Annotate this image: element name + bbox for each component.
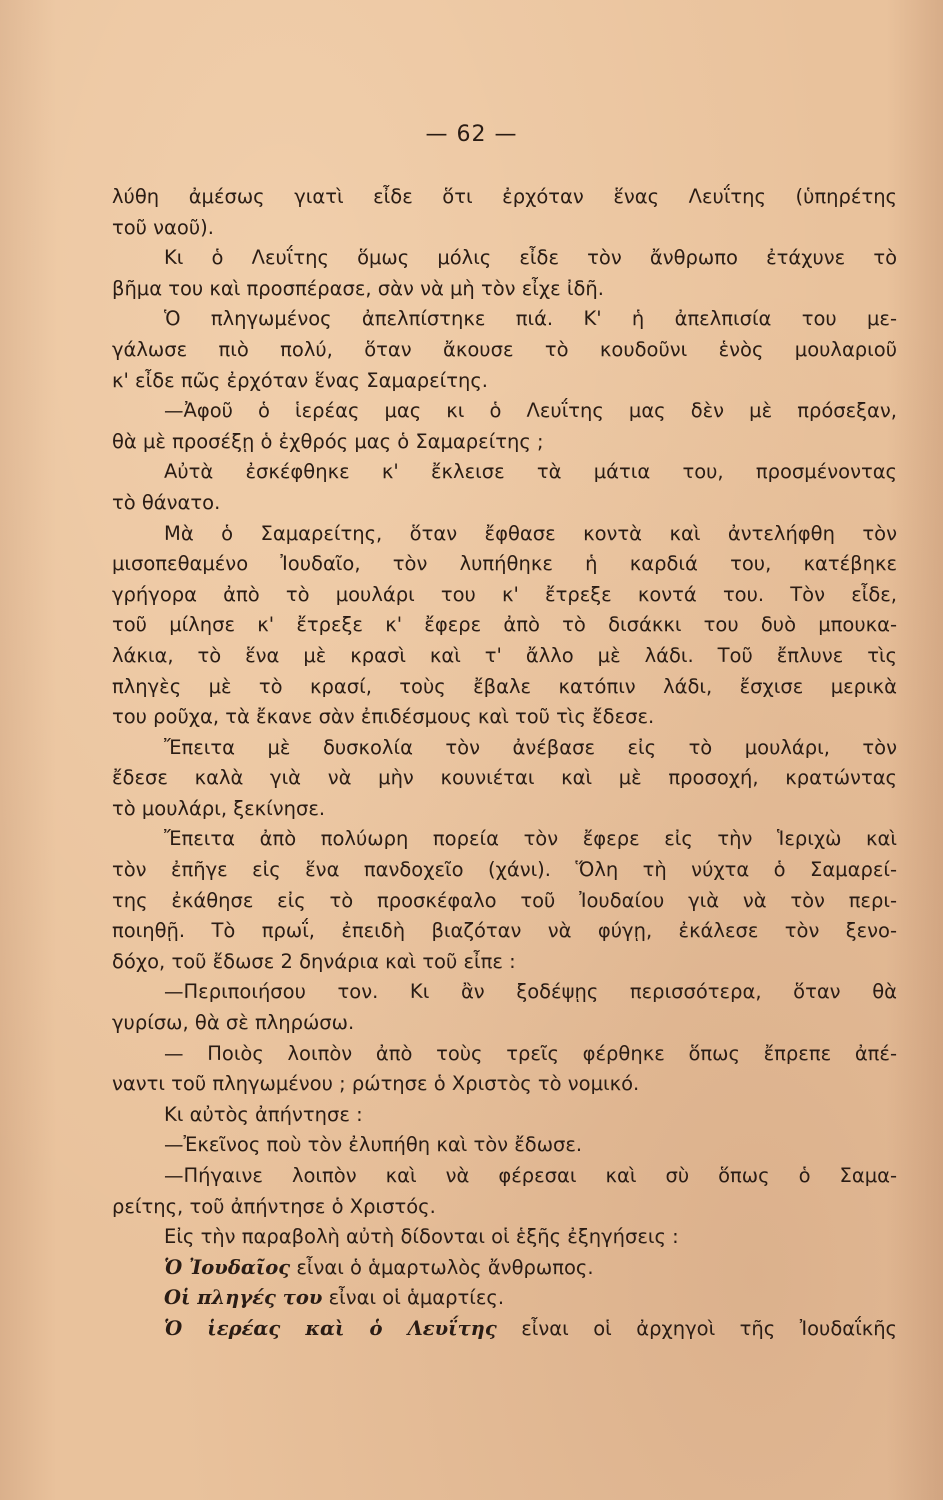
text-line: —Περιποιήσου τον. Κι ἂν ξοδέψῃς περισσότερα, ὅταν θὰ <box>164 980 897 1004</box>
text-line: κ' εἶδε πῶς ἐρχόταν ἕνας Σαμαρείτης. <box>112 368 488 392</box>
text-line: Ἔπειτα ἀπὸ πολύωρη πορεία τὸν ἔφερε εἰς τὴν Ἱεριχὼ καὶ <box>164 827 897 851</box>
text-line: Μὰ ὁ Σαμαρείτης, ὅταν ἔφθασε κοντὰ καὶ ἀντελήφθη τὸν <box>164 521 897 545</box>
text-line: μισοπεθαμένο Ἰουδαῖο, τὸν λυπήθηκε ἡ καρδιά του, κατέβηκε <box>112 552 897 576</box>
text-line: γάλωσε πιὸ πολύ, ὅταν ἄκουσε τὸ κουδοῦνι ἑνὸς μουλαριοῦ <box>112 337 897 361</box>
text-line: ναντι τοῦ πληγωμένου ; ρώτησε ὁ Χριστὸς τὸ νομικό. <box>112 1072 640 1096</box>
text-line: τοῦ ναοῦ). <box>112 215 214 239</box>
text-line: Αὐτὰ ἐσκέφθηκε κ' ἔκλεισε τὰ μάτια του, προσμένοντας <box>164 460 897 484</box>
text-line: πληγὲς μὲ τὸ κρασί, τοὺς ἔβαλε κατόπιν λάδι, ἔσχισε μερικὰ <box>112 674 897 698</box>
explanation-line <box>112 1314 897 1345</box>
explanation-line <box>112 1253 897 1284</box>
explanation-line <box>112 1283 897 1314</box>
text-line: —Ἀφοῦ ὁ ἱερέας μας κι ὁ Λευΐτης μας δὲν μὲ πρόσεξαν, <box>164 399 897 423</box>
text-line: Κι αὐτὸς ἀπήντησε : <box>164 1102 363 1126</box>
text-line: ποιηθῇ. Τὸ πρωΐ, ἐπειδὴ βιαζόταν νὰ φύγῃ, ἐκάλεσε τὸν ξενο- <box>112 919 897 943</box>
text-line: —Ἐκεῖνος ποὺ τὸν ἐλυπήθη καὶ τὸν ἔδωσε. <box>164 1133 583 1157</box>
text-line: ρείτης, τοῦ ἀπήντησε ὁ Χριστός. <box>112 1194 436 1218</box>
explanation-text: εἶναι οἱ ἀρχηγοὶ τῆς Ἰουδαΐκῆς <box>496 1316 897 1340</box>
text-line: τὸ θάνατο. <box>112 490 221 514</box>
text-line: λύθη ἀμέσως γιατὶ εἶδε ὅτι ἐρχόταν ἕνας Λευΐτης (ὑπηρέτης <box>112 185 897 208</box>
text-line: δόχο, τοῦ ἔδωσε 2 δηνάρια καὶ τοῦ εἶπε : <box>112 949 516 973</box>
text-line: γρήγορα ἀπὸ τὸ μουλάρι του κ' ἔτρεξε κοντά του. Τὸν εἶδε, <box>112 582 897 606</box>
page-number: — 62 — <box>425 122 518 147</box>
explanation-term: Οἱ πληγές του <box>164 1286 323 1310</box>
text-line: Εἰς τὴν παραβολὴ αὐτὴ δίδονται οἱ ἑξῆς ἐξηγήσεις : <box>164 1225 679 1249</box>
text-line: Ὁ πληγωμένος ἀπελπίστηκε πιά. Κ' ἡ ἀπελπισία του με- <box>164 307 897 331</box>
text-line: —Πήγαινε λοιπὸν καὶ νὰ φέρεσαι καὶ σὺ ὅπως ὁ Σαμα- <box>164 1164 897 1187</box>
explanation-text: εἶναι ὁ ἁμαρτωλὸς ἄνθρωπος. <box>290 1255 594 1279</box>
text-line: ἔδεσε καλὰ γιὰ νὰ μὴν κουνιέται καὶ μὲ προσοχή, κρατώντας <box>112 766 897 790</box>
text-line: γυρίσω, θὰ σὲ πληρώσω. <box>112 1011 355 1035</box>
body-text <box>112 182 897 1345</box>
text-line: της ἐκάθησε εἰς τὸ προσκέφαλο τοῦ Ἰουδαίου γιὰ νὰ τὸν περι- <box>112 888 897 912</box>
text-line: Ἔπειτα μὲ δυσκολία τὸν ἀνέβασε εἰς τὸ μουλάρι, τὸν <box>164 735 897 759</box>
text-line: βῆμα του καὶ προσπέρασε, σὰν νὰ μὴ τὸν εἶχε ἰδῆ. <box>112 276 604 300</box>
text-line: — Ποιὸς λοιπὸν ἀπὸ τοὺς τρεῖς φέρθηκε ὅπως ἔπρεπε ἀπέ- <box>164 1041 897 1065</box>
text-line: τὸ μουλάρι, ξεκίνησε. <box>112 796 326 820</box>
text-line: τοῦ μίλησε κ' ἔτρεξε κ' ἔφερε ἀπὸ τὸ δισάκκι του δυὸ μπουκα- <box>112 613 897 637</box>
explanation-text: εἶναι οἱ ἁμαρτίες. <box>322 1286 505 1310</box>
text-line: Κι ὁ Λευΐτης ὅμως μόλις εἶδε τὸν ἄνθρωπο ἐτάχυνε τὸ <box>164 246 897 270</box>
text-line: του ροῦχα, τὰ ἔκανε σὰν ἐπιδέσμους καὶ τοῦ τὶς ἔδεσε. <box>112 705 655 729</box>
text-line: θὰ μὲ προσέξῃ ὁ ἐχθρός μας ὁ Σαμαρείτης ; <box>112 429 544 453</box>
explanation-term: Ὁ ἱερέας καὶ ὁ Λευΐτης <box>164 1316 497 1340</box>
text-line: τὸν ἐπῆγε εἰς ἕνα πανδοχεῖο (χάνι). Ὅλη τὴ νύχτα ὁ Σαμαρεί- <box>112 858 897 882</box>
explanation-term: Ὁ Ἰουδαῖος <box>164 1255 291 1279</box>
text-line: λάκια, τὸ ἕνα μὲ κρασὶ καὶ τ' ἄλλο μὲ λάδι. Τοῦ ἔπλυνε τὶς <box>112 643 897 667</box>
